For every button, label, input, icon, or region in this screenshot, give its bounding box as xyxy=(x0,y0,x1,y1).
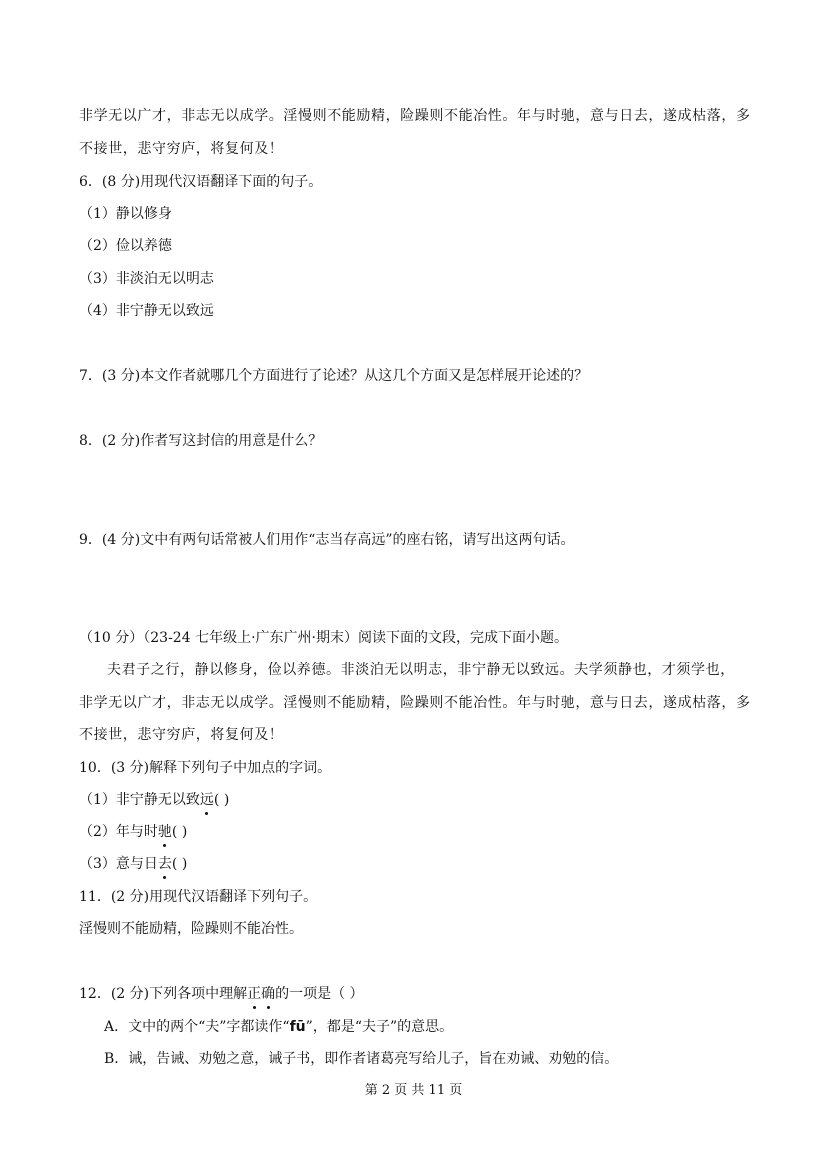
dotted-char: 驰 xyxy=(157,824,172,840)
item-text: 12．(2 分)下列各项中理解 xyxy=(79,986,248,1002)
item-text: 的一项是（ ） xyxy=(275,986,364,1002)
section-heading: （10 分）（23-24 七年级上·广东广州·期末）阅读下面的文段，完成下面小题。 xyxy=(79,630,568,646)
item-text: （3）意与日 xyxy=(79,856,158,872)
dotted-char: 确 xyxy=(261,986,276,1002)
page-footer: 第 2 页 共 11 页 xyxy=(364,1083,463,1098)
item-text: （2）年与时 xyxy=(79,824,158,840)
dotted-char: 远 xyxy=(199,792,214,808)
option-b: B．诫，告诫、劝勉之意，诫子书，即作者诸葛亮写给儿子，旨在劝诫、劝勉的信。 xyxy=(104,1051,619,1067)
question-10-item-2 xyxy=(79,822,187,842)
question-12 xyxy=(79,984,364,1004)
question-11-sentence: 淫慢则不能励精，险躁则不能冶性。 xyxy=(79,921,303,937)
pinyin: fū xyxy=(289,1019,306,1035)
option-text: ”，都是“夫子”的意思。 xyxy=(305,1019,454,1035)
passage-line: 夫君子之行，静以修身，俭以养德。非淡泊无以明志，非宁静无以致远。夫学须静也，才须学也， xyxy=(107,662,735,678)
dotted-char: 去 xyxy=(157,856,172,872)
item-text: （1）非宁静无以致 xyxy=(79,792,200,808)
answer-blank: ( ) xyxy=(171,824,188,840)
question-10: 10．(3 分)解释下列句子中加点的字词。 xyxy=(79,760,332,776)
question-10-item-3 xyxy=(79,854,187,874)
option-a xyxy=(104,1017,453,1037)
question-6-item-3: （3）非淡泊无以明志 xyxy=(79,271,214,287)
dotted-char: 正 xyxy=(247,986,262,1002)
option-text: A．文中的两个“夫”字都读作“ xyxy=(104,1019,290,1035)
question-6-item-2: （2）俭以养德 xyxy=(79,238,172,254)
question-6-item-4: （4）非宁静无以致远 xyxy=(79,303,214,319)
passage-line: 不接世，悲守穷庐，将复何及！ xyxy=(79,727,284,743)
question-10-item-1 xyxy=(79,790,229,810)
answer-blank: ( ) xyxy=(213,792,230,808)
question-9: 9．(4 分)文中有两句话常被人们用作“志当存高远”的座右铭，请写出这两句话。 xyxy=(79,532,575,548)
passage-line: 非学无以广才，非志无以成学。淫慢则不能励精，险躁则不能冶性。年与时驰，意与日去，遂成枯落，多 xyxy=(79,108,751,124)
answer-blank: ( ) xyxy=(171,856,188,872)
question-6: 6．(8 分)用现代汉语翻译下面的句子。 xyxy=(79,174,323,190)
question-6-item-1: （1）静以修身 xyxy=(79,206,172,222)
question-7: 7．(3 分)本文作者就哪几个方面进行了论述？从这几个方面又是怎样展开论述的？ xyxy=(79,368,589,384)
passage-line: 非学无以广才，非志无以成学。淫慢则不能励精，险躁则不能冶性。年与时驰，意与日去，遂成枯落，多 xyxy=(79,695,751,711)
question-8: 8．(2 分)作者写这封信的用意是什么？ xyxy=(79,433,323,449)
question-11: 11．(2 分)用现代汉语翻译下列句子。 xyxy=(79,889,318,905)
passage-line: 不接世，悲守穷庐，将复何及！ xyxy=(79,141,284,157)
